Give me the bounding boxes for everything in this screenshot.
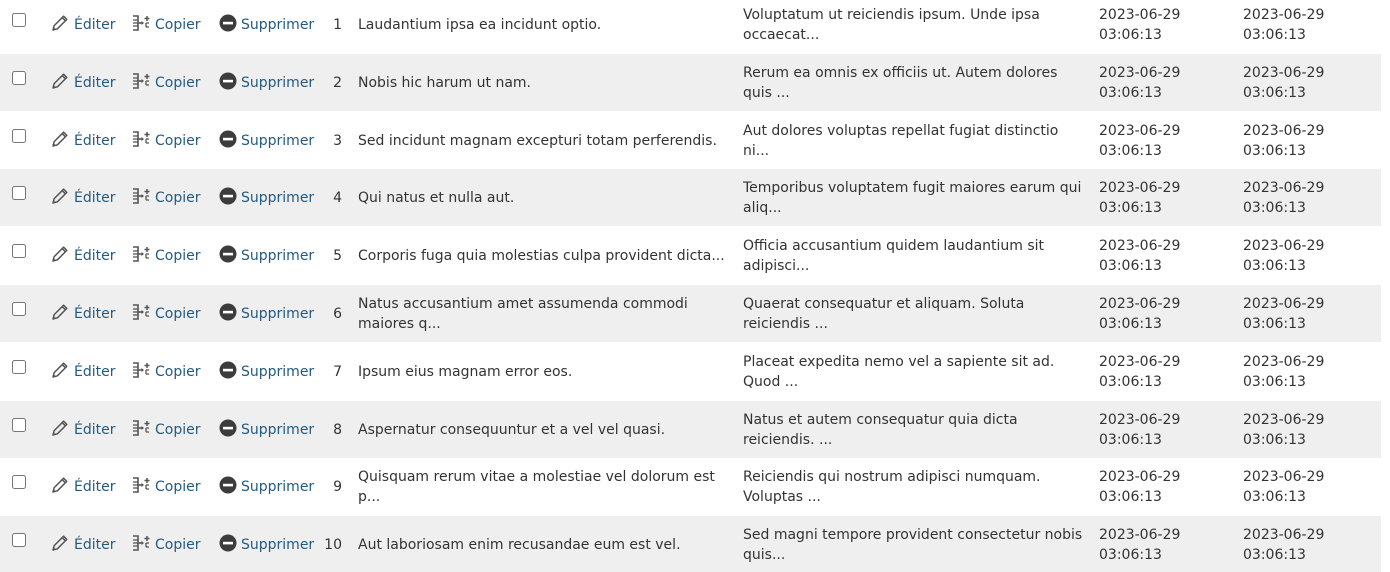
copy-label: Copier xyxy=(155,189,201,206)
delete-link[interactable] xyxy=(219,245,314,267)
delete-link[interactable] xyxy=(219,130,314,152)
copy-link[interactable] xyxy=(131,71,201,95)
date-part: 2023-06-29 xyxy=(1243,295,1325,312)
row-updated-at xyxy=(1243,121,1324,161)
row-checkbox[interactable] xyxy=(12,244,26,258)
row-checkbox[interactable] xyxy=(12,186,26,200)
row-description: Voluptatum ut reiciendis ipsum. Unde ipsa occaecat... xyxy=(743,6,1040,43)
date-part: 2023-06-29 xyxy=(1243,6,1325,23)
edit-label: Éditer xyxy=(74,189,116,206)
row-created-at xyxy=(1099,236,1180,276)
delete-cell xyxy=(219,285,314,342)
date-part: 2023-06-29 xyxy=(1243,353,1325,370)
time-part: 03:06:13 xyxy=(1243,199,1306,216)
edit-link[interactable] xyxy=(50,302,115,326)
edit-link[interactable] xyxy=(50,13,115,37)
delete-icon xyxy=(219,130,237,152)
edit-cell xyxy=(50,401,115,458)
table-row xyxy=(0,516,1381,572)
row-name: Aut laboriosam enim recusandae eum est vel. xyxy=(358,536,681,553)
pencil-icon xyxy=(50,418,70,442)
copy-link[interactable] xyxy=(131,360,201,384)
delete-icon xyxy=(219,303,237,325)
name-cell xyxy=(358,169,728,226)
date-part: 2023-06-29 xyxy=(1099,295,1181,312)
row-name: Aspernatur consequuntur et a vel vel quasi. xyxy=(358,421,666,438)
time-part: 03:06:13 xyxy=(1099,546,1162,563)
row-created-at xyxy=(1099,178,1180,218)
copy-row-icon xyxy=(131,302,151,326)
row-select-cell xyxy=(12,285,26,342)
row-updated-at xyxy=(1243,352,1324,392)
copy-label: Copier xyxy=(155,478,201,495)
pencil-icon xyxy=(50,71,70,95)
delete-cell xyxy=(219,227,314,284)
row-description: Temporibus voluptatem fugit maiores earum qui aliq... xyxy=(743,179,1082,216)
delete-label: Supprimer xyxy=(241,74,315,91)
time-part: 03:06:13 xyxy=(1099,431,1162,448)
name-cell xyxy=(358,285,728,342)
row-description: Aut dolores voluptas repellat fugiat distinctio ni... xyxy=(743,122,1059,159)
created-at-cell xyxy=(1099,0,1229,53)
delete-link[interactable] xyxy=(219,419,314,441)
copy-cell xyxy=(131,227,201,284)
copy-row-icon xyxy=(131,244,151,268)
row-name: Nobis hic harum ut nam. xyxy=(358,74,531,91)
row-id: 5 xyxy=(333,247,342,264)
created-at-cell xyxy=(1099,285,1229,342)
edit-label: Éditer xyxy=(74,363,116,380)
row-select-cell xyxy=(12,458,26,515)
description-cell xyxy=(743,401,1088,458)
updated-at-cell xyxy=(1243,0,1373,53)
row-updated-at xyxy=(1243,236,1324,276)
copy-cell xyxy=(131,516,201,572)
row-name: Sed incidunt magnam excepturi totam perferendis. xyxy=(358,132,717,149)
row-checkbox[interactable] xyxy=(12,475,26,489)
edit-cell xyxy=(50,343,115,400)
date-part: 2023-06-29 xyxy=(1243,179,1325,196)
time-part: 03:06:13 xyxy=(1243,431,1306,448)
table-row xyxy=(0,112,1381,169)
edit-cell xyxy=(50,516,115,572)
row-description: Reiciendis qui nostrum adipisci numquam. Voluptas ... xyxy=(743,468,1041,505)
row-description: Rerum ea omnis ex officiis ut. Autem dolores quis ... xyxy=(743,64,1058,101)
date-part: 2023-06-29 xyxy=(1099,64,1181,81)
delete-cell xyxy=(219,343,314,400)
pencil-icon xyxy=(50,360,70,384)
time-part: 03:06:13 xyxy=(1243,26,1306,43)
row-name: Corporis fuga quia molestias culpa provident dicta... xyxy=(358,247,725,264)
row-description: Sed magni tempore provident consectetur nobis quis... xyxy=(743,526,1083,563)
delete-cell xyxy=(219,516,314,572)
date-part: 2023-06-29 xyxy=(1099,468,1181,485)
id-cell xyxy=(320,458,342,515)
edit-link[interactable] xyxy=(50,533,115,557)
row-checkbox[interactable] xyxy=(12,71,26,85)
name-cell xyxy=(358,54,728,111)
created-at-cell xyxy=(1099,112,1229,169)
time-part: 03:06:13 xyxy=(1099,257,1162,274)
copy-link[interactable] xyxy=(131,302,201,326)
created-at-cell xyxy=(1099,516,1229,572)
delete-label: Supprimer xyxy=(241,16,315,33)
delete-icon xyxy=(219,14,237,36)
time-part: 03:06:13 xyxy=(1099,373,1162,390)
row-select-cell xyxy=(12,227,26,284)
copy-row-icon xyxy=(131,186,151,210)
table-row xyxy=(0,343,1381,400)
row-select-cell xyxy=(12,169,26,226)
row-created-at xyxy=(1099,5,1180,45)
time-part: 03:06:13 xyxy=(1099,199,1162,216)
delete-label: Supprimer xyxy=(241,132,315,149)
copy-link[interactable] xyxy=(131,186,201,210)
table-row xyxy=(0,458,1381,515)
edit-label: Éditer xyxy=(74,74,116,91)
delete-label: Supprimer xyxy=(241,421,315,438)
time-part: 03:06:13 xyxy=(1243,84,1306,101)
row-name: Laudantium ipsa ea incidunt optio. xyxy=(358,16,602,33)
pencil-icon xyxy=(50,186,70,210)
row-id: 4 xyxy=(333,189,342,206)
description-cell xyxy=(743,54,1088,111)
row-select-cell xyxy=(12,112,26,169)
delete-link[interactable] xyxy=(219,72,314,94)
description-cell xyxy=(743,343,1088,400)
name-cell xyxy=(358,401,728,458)
table-row xyxy=(0,227,1381,284)
created-at-cell xyxy=(1099,227,1229,284)
name-cell xyxy=(358,516,728,572)
copy-row-icon xyxy=(131,71,151,95)
copy-label: Copier xyxy=(155,363,201,380)
copy-label: Copier xyxy=(155,247,201,264)
delete-cell xyxy=(219,0,314,53)
copy-cell xyxy=(131,169,201,226)
date-part: 2023-06-29 xyxy=(1099,237,1181,254)
pencil-icon xyxy=(50,302,70,326)
delete-icon xyxy=(219,72,237,94)
delete-icon xyxy=(219,245,237,267)
delete-link[interactable] xyxy=(219,303,314,325)
updated-at-cell xyxy=(1243,112,1373,169)
copy-link[interactable] xyxy=(131,13,201,37)
date-part: 2023-06-29 xyxy=(1099,411,1181,428)
row-updated-at xyxy=(1243,467,1324,507)
copy-cell xyxy=(131,285,201,342)
row-checkbox[interactable] xyxy=(12,360,26,374)
row-created-at xyxy=(1099,467,1180,507)
time-part: 03:06:13 xyxy=(1243,373,1306,390)
delete-label: Supprimer xyxy=(241,189,315,206)
row-select-cell xyxy=(12,0,26,53)
delete-icon xyxy=(219,534,237,556)
table-row xyxy=(0,54,1381,111)
table-row xyxy=(0,285,1381,342)
edit-label: Éditer xyxy=(74,536,116,553)
edit-link[interactable] xyxy=(50,475,115,499)
name-cell xyxy=(358,0,728,53)
pencil-icon xyxy=(50,533,70,557)
name-cell xyxy=(358,343,728,400)
copy-link[interactable] xyxy=(131,418,201,442)
delete-cell xyxy=(219,112,314,169)
row-name: Qui natus et nulla aut. xyxy=(358,189,515,206)
row-checkbox[interactable] xyxy=(12,418,26,432)
created-at-cell xyxy=(1099,343,1229,400)
edit-link[interactable] xyxy=(50,129,115,153)
copy-cell xyxy=(131,343,201,400)
row-checkbox[interactable] xyxy=(12,302,26,316)
date-part: 2023-06-29 xyxy=(1099,526,1181,543)
row-id: 7 xyxy=(333,363,342,380)
row-description: Placeat expedita nemo vel a sapiente sit ad. Quod ... xyxy=(743,353,1055,390)
id-cell xyxy=(320,169,342,226)
delete-link[interactable] xyxy=(219,534,314,556)
row-name: Natus accusantium amet assumenda commodi maiores q... xyxy=(358,295,688,332)
updated-at-cell xyxy=(1243,227,1373,284)
row-id: 2 xyxy=(333,74,342,91)
row-updated-at xyxy=(1243,178,1324,218)
copy-row-icon xyxy=(131,129,151,153)
edit-cell xyxy=(50,285,115,342)
delete-icon xyxy=(219,361,237,383)
time-part: 03:06:13 xyxy=(1099,142,1162,159)
row-name: Quisquam rerum vitae a molestiae vel dolorum est p... xyxy=(358,468,715,505)
time-part: 03:06:13 xyxy=(1243,488,1306,505)
created-at-cell xyxy=(1099,54,1229,111)
copy-row-icon xyxy=(131,475,151,499)
date-part: 2023-06-29 xyxy=(1243,411,1325,428)
time-part: 03:06:13 xyxy=(1243,315,1306,332)
time-part: 03:06:13 xyxy=(1243,257,1306,274)
copy-link[interactable] xyxy=(131,129,201,153)
edit-cell xyxy=(50,169,115,226)
row-created-at xyxy=(1099,352,1180,392)
date-part: 2023-06-29 xyxy=(1243,122,1325,139)
copy-cell xyxy=(131,0,201,53)
edit-label: Éditer xyxy=(74,132,116,149)
date-part: 2023-06-29 xyxy=(1099,179,1181,196)
date-part: 2023-06-29 xyxy=(1243,237,1325,254)
row-select-cell xyxy=(12,343,26,400)
edit-cell xyxy=(50,458,115,515)
copy-cell xyxy=(131,112,201,169)
row-description: Officia accusantium quidem laudantium sit adipisci... xyxy=(743,237,1045,274)
delete-cell xyxy=(219,54,314,111)
time-part: 03:06:13 xyxy=(1243,546,1306,563)
table-row xyxy=(0,0,1381,53)
row-updated-at xyxy=(1243,525,1324,565)
row-updated-at xyxy=(1243,63,1324,103)
edit-label: Éditer xyxy=(74,421,116,438)
id-cell xyxy=(320,343,342,400)
date-part: 2023-06-29 xyxy=(1243,468,1325,485)
delete-icon xyxy=(219,419,237,441)
copy-label: Copier xyxy=(155,74,201,91)
row-select-cell xyxy=(12,516,26,572)
pencil-icon xyxy=(50,244,70,268)
updated-at-cell xyxy=(1243,458,1373,515)
row-description: Quaerat consequatur et aliquam. Soluta reiciendis ... xyxy=(743,295,1025,332)
date-part: 2023-06-29 xyxy=(1099,122,1181,139)
delete-icon xyxy=(219,187,237,209)
row-checkbox[interactable] xyxy=(12,129,26,143)
copy-link[interactable] xyxy=(131,533,201,557)
name-cell xyxy=(358,458,728,515)
table-row xyxy=(0,401,1381,458)
copy-label: Copier xyxy=(155,536,201,553)
updated-at-cell xyxy=(1243,285,1373,342)
edit-cell xyxy=(50,112,115,169)
updated-at-cell xyxy=(1243,516,1373,572)
delete-link[interactable] xyxy=(219,14,314,36)
delete-link[interactable] xyxy=(219,187,314,209)
delete-label: Supprimer xyxy=(241,247,315,264)
copy-label: Copier xyxy=(155,305,201,322)
row-checkbox[interactable] xyxy=(12,13,26,27)
edit-label: Éditer xyxy=(74,247,116,264)
row-id: 6 xyxy=(333,305,342,322)
copy-cell xyxy=(131,54,201,111)
copy-row-icon xyxy=(131,360,151,384)
name-cell xyxy=(358,227,728,284)
row-id: 9 xyxy=(333,478,342,495)
name-cell xyxy=(358,112,728,169)
description-cell xyxy=(743,516,1088,572)
pencil-icon xyxy=(50,475,70,499)
table-row xyxy=(0,169,1381,226)
description-cell xyxy=(743,0,1088,53)
copy-cell xyxy=(131,401,201,458)
delete-link[interactable] xyxy=(219,476,314,498)
time-part: 03:06:13 xyxy=(1099,84,1162,101)
id-cell xyxy=(320,285,342,342)
created-at-cell xyxy=(1099,401,1229,458)
edit-link[interactable] xyxy=(50,186,115,210)
row-updated-at xyxy=(1243,5,1324,45)
copy-row-icon xyxy=(131,418,151,442)
pencil-icon xyxy=(50,129,70,153)
created-at-cell xyxy=(1099,458,1229,515)
pencil-icon xyxy=(50,13,70,37)
id-cell xyxy=(320,112,342,169)
row-created-at xyxy=(1099,525,1180,565)
description-cell xyxy=(743,458,1088,515)
id-cell xyxy=(320,401,342,458)
edit-link[interactable] xyxy=(50,418,115,442)
date-part: 2023-06-29 xyxy=(1243,64,1325,81)
copy-label: Copier xyxy=(155,16,201,33)
date-part: 2023-06-29 xyxy=(1243,526,1325,543)
time-part: 03:06:13 xyxy=(1243,142,1306,159)
row-select-cell xyxy=(12,401,26,458)
updated-at-cell xyxy=(1243,54,1373,111)
description-cell xyxy=(743,285,1088,342)
row-updated-at xyxy=(1243,410,1324,450)
time-part: 03:06:13 xyxy=(1099,315,1162,332)
id-cell xyxy=(320,54,342,111)
edit-cell xyxy=(50,227,115,284)
description-cell xyxy=(743,227,1088,284)
row-select-cell xyxy=(12,54,26,111)
copy-row-icon xyxy=(131,13,151,37)
date-part: 2023-06-29 xyxy=(1099,353,1181,370)
delete-cell xyxy=(219,458,314,515)
copy-link[interactable] xyxy=(131,475,201,499)
edit-link[interactable] xyxy=(50,244,115,268)
id-cell xyxy=(320,227,342,284)
updated-at-cell xyxy=(1243,169,1373,226)
time-part: 03:06:13 xyxy=(1099,488,1162,505)
created-at-cell xyxy=(1099,169,1229,226)
row-description: Natus et autem consequatur quia dicta reiciendis. ... xyxy=(743,411,1018,448)
edit-label: Éditer xyxy=(74,16,116,33)
description-cell xyxy=(743,112,1088,169)
copy-row-icon xyxy=(131,533,151,557)
id-cell xyxy=(320,0,342,53)
row-id: 1 xyxy=(333,16,342,33)
id-cell xyxy=(320,516,342,572)
description-cell xyxy=(743,169,1088,226)
edit-label: Éditer xyxy=(74,305,116,322)
updated-at-cell xyxy=(1243,401,1373,458)
edit-link[interactable] xyxy=(50,360,115,384)
copy-link[interactable] xyxy=(131,244,201,268)
copy-label: Copier xyxy=(155,421,201,438)
row-id: 3 xyxy=(333,132,342,149)
edit-cell xyxy=(50,54,115,111)
delete-link[interactable] xyxy=(219,361,314,383)
edit-label: Éditer xyxy=(74,478,116,495)
row-name: Ipsum eius magnam error eos. xyxy=(358,363,573,380)
delete-icon xyxy=(219,476,237,498)
row-updated-at xyxy=(1243,294,1324,334)
edit-link[interactable] xyxy=(50,71,115,95)
delete-label: Supprimer xyxy=(241,536,315,553)
copy-cell xyxy=(131,458,201,515)
row-created-at xyxy=(1099,294,1180,334)
delete-label: Supprimer xyxy=(241,478,315,495)
row-id: 8 xyxy=(333,421,342,438)
delete-cell xyxy=(219,169,314,226)
updated-at-cell xyxy=(1243,343,1373,400)
row-id: 10 xyxy=(324,536,342,553)
row-checkbox[interactable] xyxy=(12,533,26,547)
date-part: 2023-06-29 xyxy=(1099,6,1181,23)
row-created-at xyxy=(1099,121,1180,161)
row-created-at xyxy=(1099,63,1180,103)
edit-cell xyxy=(50,0,115,53)
delete-cell xyxy=(219,401,314,458)
delete-label: Supprimer xyxy=(241,363,315,380)
row-created-at xyxy=(1099,410,1180,450)
copy-label: Copier xyxy=(155,132,201,149)
time-part: 03:06:13 xyxy=(1099,26,1162,43)
delete-label: Supprimer xyxy=(241,305,315,322)
